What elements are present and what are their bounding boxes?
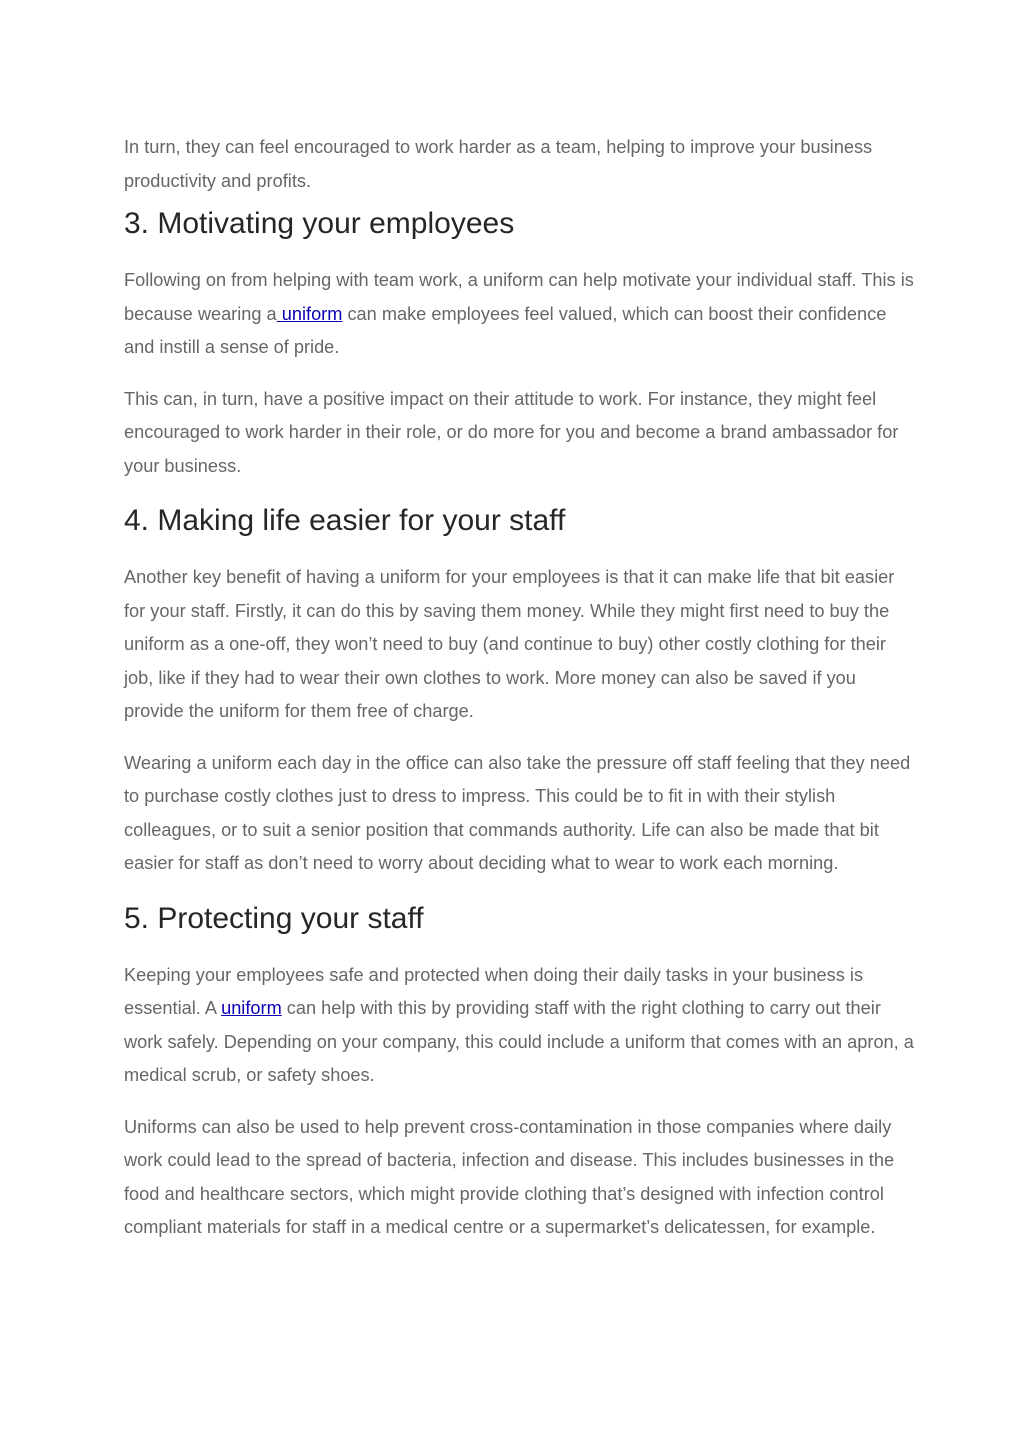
document-page <box>124 131 914 1263</box>
uniform-link[interactable]: uniform <box>221 998 282 1018</box>
paragraph-motivating-1 <box>124 264 914 365</box>
section-heading-motivating: 3. Motivating your employees <box>124 207 515 240</box>
text-span: Keeping your employees safe and protected when doing their daily tasks in your business is essential. A <box>124 964 864 1018</box>
paragraph-life-easier-1: Another key benefit of having a uniform for your employees is that it can make life that bit easier for your staff. Firstly, it can do this by saving them money. While they might first need to buy the uniform as a one-off, they won’t need to buy (and continue to buy) other costly clothing for their job, like if they had to wear their own clothes to work. More money can also be saved if you provide the uniform for them free of charge. <box>124 567 895 721</box>
text-span: Following on from helping with team work, a uniform can help motivate your individual staff. This is because wearing a <box>124 270 914 324</box>
paragraph-motivating-2: This can, in turn, have a positive impact on their attitude to work. For instance, they might feel encouraged to work harder in their role, or do more for you and become a brand ambassador for your business. <box>124 388 899 476</box>
paragraph-life-easier-2: Wearing a uniform each day in the office can also take the pressure off staff feeling that they need to purchase costly clothes just to dress to impress. This could be to fit in with their stylish colleagues, or to suit a senior position that commands authority. Life can also be made that bit easier for staff as don’t need to worry about deciding what to wear to work each morning. <box>124 752 911 873</box>
paragraph-protecting-2: Uniforms can also be used to help prevent cross-contamination in those companies where daily work could lead to the spread of bacteria, infection and disease. This includes businesses in the food and healthcare sectors, which might provide clothing that’s designed with infection control compliant materials for staff in a medical centre or a supermarket’s delicatessen, for example. <box>124 1116 895 1237</box>
paragraph-protecting-1 <box>124 959 914 1093</box>
uniform-link[interactable]: uniform <box>276 303 343 324</box>
intro-paragraph: In turn, they can feel encouraged to work harder as a team, helping to improve your business productivity and profits. <box>124 137 873 191</box>
section-protecting-staff <box>124 899 914 1245</box>
section-heading-life-easier: 4. Making life easier for your staff <box>124 504 566 537</box>
text-span: can help with this by providing staff with the right clothing to carry out their work safely. Depending on your company, this could include a uniform that comes with an apron, a medical scrub, or safety shoes. <box>124 998 914 1085</box>
section-making-life-easier <box>124 501 914 881</box>
text-span: can make employees feel valued, which can boost their confidence and instill a sense of pride. <box>124 303 887 357</box>
section-motivating-employees <box>124 204 914 483</box>
section-heading-protecting: 5. Protecting your staff <box>124 901 424 935</box>
